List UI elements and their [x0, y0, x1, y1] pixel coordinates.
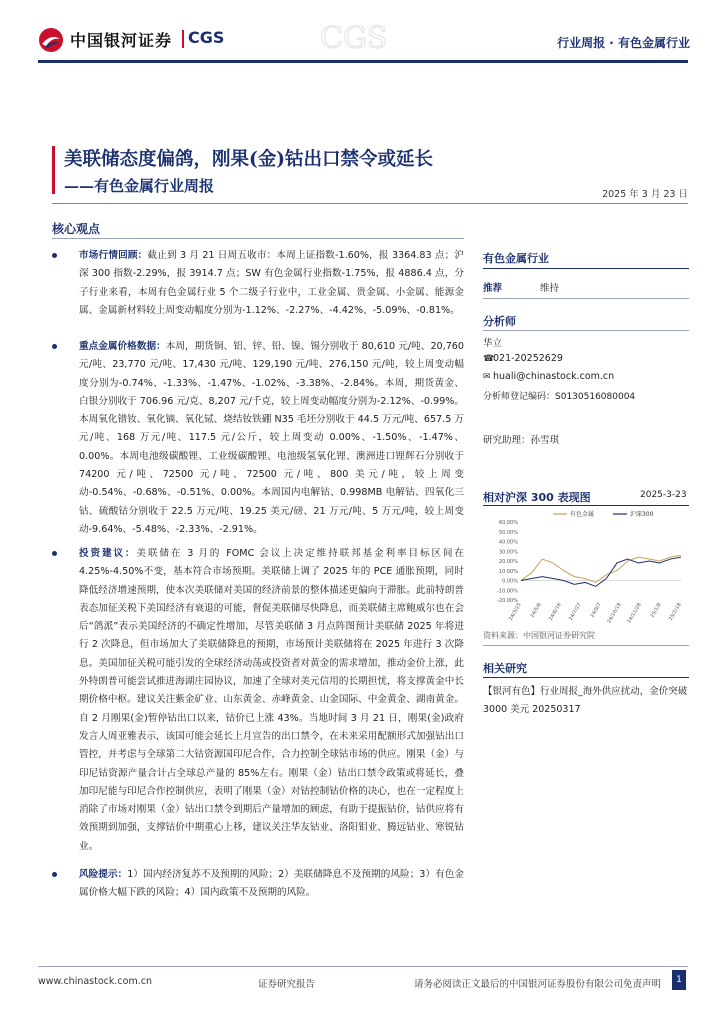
chart-source: 资料来源：中国银河证券研究院: [483, 631, 595, 640]
footer-url[interactable]: www.chinastock.com.cn: [38, 976, 152, 987]
legend-label: 沪深300: [630, 511, 654, 518]
legend-label: 有色金属: [570, 511, 595, 518]
y-tick-label: -10.00%: [497, 588, 518, 595]
x-tick-label: 24/11/28: [626, 602, 643, 625]
x-tick-label: 24/3/25: [507, 602, 523, 622]
x-tick-label: 24/10/18: [606, 602, 623, 625]
relative-performance-chart: [483, 508, 689, 628]
email-address[interactable]: huali@chinastock.com.cn: [493, 371, 615, 382]
y-tick-label: 40.00%: [498, 539, 518, 546]
header-divider: [38, 60, 688, 63]
email-row[interactable]: [483, 371, 614, 382]
section-text: 美联储在 3 月的 FOMC 会议上决定维持联邦基金利率目标区间在 4.25%-4.50%不变，基本符合市场预期。美联储上调了 2025 年的 PCE 通胀预期，同时降低经济增速预期，使本次美联储对美国的经济前景的整体描述更偏向于滞胀。此前特朗普表态加征关税下美国经济有衰退的可能，督促美联储尽快降息，而美联储主席鲍威尔也在会后“鸽派”表示美国经济的不确定性增加，尽管美联储 3 月点阵图预计美联储 2025 年将进行 2 次降息，但市场加大了美联储降息的预期，市场预计美联储将在 2025 年进行 3 次降息。美国加征关税可能引发的全球经济动荡或投资者对黄金的需求增加，推动金价上涨，此外特朗普可能尝试推进海湖庄园协议，加速了全球对美元信用的长期担忧，将支撑黄金中长期价格中枢。建议关注紫金矿业、山东黄金、赤峰黄金、山金国际、中金黄金、湖南黄金。自 2 月刚果(金)暂停钴出口以来，钴价已上涨 43%。当地时间 3 月 21 日，刚果(金)政府发言人周亚雅表示，该国可能会延长上月宣告的出口禁令，在未来采用配额形式加强钴出口管控，并考虑与全球第二大钴资源国印尼合作，合力控制全球钴市场的供应。刚果（金）与印尼钴资源产量合计占全球总产量的 85%左右。刚果（金）钴出口禁令政策或将延长，叠加印尼能与印尼合作控制供应，表明了刚果（金）对钴控制钴价格的决心，也在一定程度上消除了市场对刚果（金）钴出口禁令到期后产量增加的顾虑，有助于提振钴价，钴供应将有效预期到加强，支撑钴价中期重心上移，建议关注华友钴业、洛阳钼业、腾远钴业、寒锐钴业。: [79, 548, 465, 852]
investment-advice-section: [52, 545, 464, 856]
analyst-license: 分析师登记编码：S0130516080004: [483, 392, 636, 402]
y-tick-label: 30.00%: [498, 549, 518, 556]
research-assistant: 研究助理：孙雪琪: [483, 435, 560, 446]
page-number: 1: [672, 970, 686, 990]
market-review-section: [52, 247, 464, 320]
watermark-logo-icon: [318, 8, 388, 88]
section-label: 风险提示：: [79, 869, 128, 880]
bullet-icon: [52, 344, 57, 349]
chart-bottom-divider: [483, 645, 689, 646]
metal-prices-section: [52, 338, 464, 539]
rating-label: 推荐: [483, 283, 503, 294]
section-label: 重点金属价格数据：: [79, 341, 166, 352]
related-divider: [483, 677, 689, 678]
rating-divider: [483, 298, 689, 299]
y-tick-label: 60.00%: [498, 520, 518, 526]
x-tick-label: 24/9/7: [589, 602, 603, 619]
x-tick-label: 24/5/6: [529, 602, 543, 619]
related-research-heading: 相关研究: [483, 662, 527, 675]
section-label: 投资建议：: [79, 548, 137, 559]
section-text: 本周，期货铜、铝、锌、铅、镍、锡分别收于 80,610 元/吨、20,760 元/吨、23,770 元/吨、17,430 元/吨、129,190 元/吨、276,150 元/吨，较上周变动幅度分别为-0.74%、-1.33%、-1.47%、-1.02%、-3.38%、-2.84%。本周，期货黄金、白银分别收于 706.96 元/克、8,207 元/千克，较上周变动幅度分别为-2.12%、-0.99%。本周氧化镨钕、氧化镝、氧化铽、烧结钕铁硼 N35 毛坯分别收于 44.5 万元/吨、657.5 万元/吨、168 万元/吨、117.5 元/公斤，较上周变动 0.00%、-1.50%、-1.47%、0.00%。本周电池级碳酸锂、工业级碳酸锂、电池级氢氧化锂、澳洲进口锂辉石分别收于 74200 元/吨、72500 元/吨、72500 元/吨、800 美元/吨，较上周变动-0.54%、-0.68%、-0.51%、0.00%。本周国内电解钴、0.998MB 电解钴、四氧化三钴、硫酸钴分别收于 22.5 万元/吨、19.25 美元/磅、21 万元/吨、5 万元/吨，较上周变动-9.64%、-5.48%、-2.33%、-2.91%。: [79, 341, 465, 535]
y-tick-label: 10.00%: [498, 568, 518, 575]
core-views-heading: 核心观点: [52, 222, 101, 236]
footer-disclaimer: 请务必阅读正文最后的中国银河证券股份有限公司免责声明: [414, 979, 662, 990]
mail-icon: ✉: [483, 372, 491, 382]
y-tick-label: 20.00%: [498, 559, 518, 565]
footer-report-label: 证券研究报告: [258, 979, 316, 990]
phone-row: [483, 353, 563, 364]
bullet-icon: [52, 872, 57, 877]
section-label: 市场行情回顾：: [79, 250, 148, 261]
phone-icon: ☎: [483, 354, 495, 364]
report-date: 2025 年 3 月 23 日: [602, 189, 688, 200]
analyst-divider: [483, 330, 689, 331]
report-title: 美联储态度偏鸽，刚果(金)钴出口禁令或延长: [64, 149, 434, 170]
rating-value: 维持: [540, 283, 560, 294]
industry-divider: [483, 268, 689, 269]
report-subtitle: ——有色金属行业周报: [64, 177, 215, 195]
brand-divider: [182, 30, 184, 48]
x-tick-label: 24/6/16: [547, 602, 563, 622]
y-tick-label: 50.00%: [498, 529, 518, 536]
x-tick-label: 25/2/18: [667, 602, 683, 622]
chart-divider: [483, 505, 689, 506]
core-divider: [52, 238, 464, 239]
series-line-0: [521, 555, 681, 582]
cgs-logo-icon: [38, 27, 64, 53]
chart-heading: 相对沪深 300 表现图: [483, 491, 591, 504]
title-accent-bar: [52, 146, 55, 194]
title-divider: [52, 203, 688, 204]
x-tick-label: 25/1/8: [649, 602, 663, 619]
y-tick-label: -20.00%: [497, 598, 518, 604]
series-line-1: [521, 557, 681, 586]
x-tick-label: 24/7/27: [567, 602, 583, 622]
analyst-name: 华立: [483, 338, 503, 349]
chart-date: 2025-3-23: [640, 490, 687, 500]
report-type: 行业周报 · 有色金属行业: [557, 36, 690, 50]
section-text: 1）国内经济复苏不及预期的风险；2）美联储降息不及预期的风险；3）有色金属价格大幅下跌的风险；4）国内政策不及预期的风险。: [79, 869, 464, 899]
brand-name: 中国银河证券: [70, 31, 173, 50]
analyst-heading: 分析师: [483, 315, 516, 328]
industry-heading: 有色金属行业: [483, 252, 549, 265]
phone-number: 021-20252629: [493, 353, 563, 364]
section-text: 截止到 3 月 21 日周五收市：本周上证指数-1.60%，报 3364.83 点；沪深 300 指数-2.29%，报 3914.7 点；SW 有色金属行业指数-1.75%，报 4886.4 点，分子行业来看，本周有色金属行业 5 个二级子行业中，工业金属、贵金属、小金属、能源金属、金属新材料较上周变动幅度分别为-1.12%、-2.27%、-4.42%、-5.09%、-0.81%。: [79, 250, 464, 316]
svg-text:CGS: CGS: [320, 21, 388, 56]
related-report-link[interactable]: 【银河有色】行业周报_海外供应扰动，金价突破 3000 美元 20250317: [483, 686, 688, 715]
bullet-icon: [52, 253, 57, 258]
risk-warning-section: [52, 866, 464, 903]
bullet-icon: [52, 551, 57, 556]
footer-divider: [38, 966, 688, 967]
y-tick-label: 0.00%: [502, 578, 518, 585]
brand-english: CGS: [188, 28, 225, 47]
